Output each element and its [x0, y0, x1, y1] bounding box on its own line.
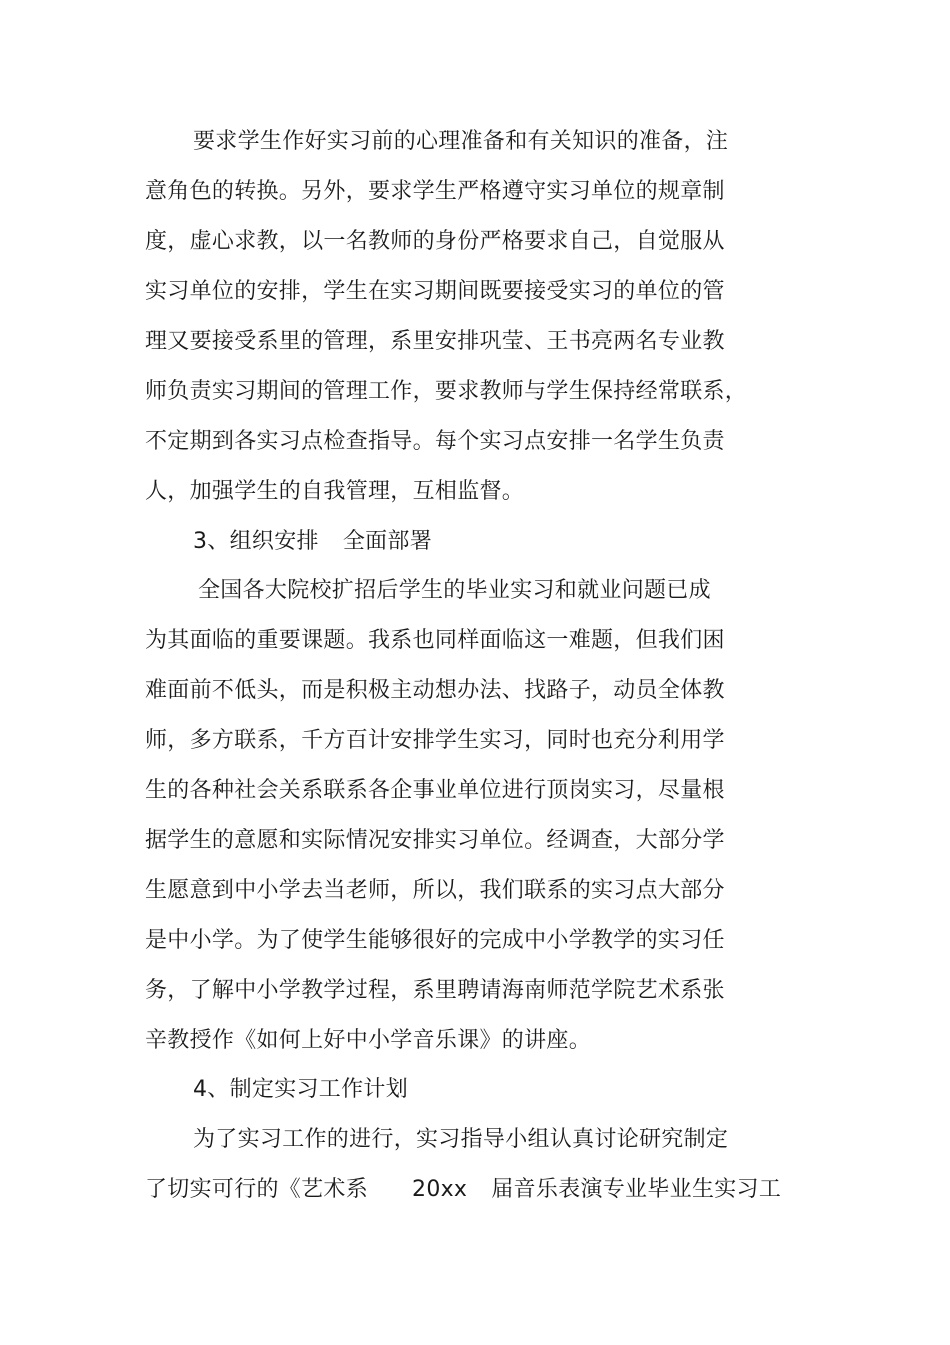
- paragraph-line: 务，了解中小学教学过程，系里聘请海南师范学院艺术系张: [145, 978, 725, 1003]
- paragraph-line: 生愿意到中小学去当老师，所以，我们联系的实习点大部分: [145, 878, 725, 903]
- paragraph-line-last: [145, 1177, 781, 1203]
- paragraph-line: 辛教授作《如何上好中小学音乐课》的讲座。: [145, 1028, 592, 1053]
- heading-number: 3、组织安排: [193, 529, 319, 554]
- paragraph-line: 难面前不低头，而是积极主动想办法、找路子，动员全体教: [145, 678, 725, 703]
- text-segment: 届音乐表演专业毕业生实习工: [491, 1177, 782, 1202]
- paragraph-line: 师负责实习期间的管理工作，要求教师与学生保持经常联系，: [145, 379, 748, 404]
- heading-text: 全面部署: [342, 529, 433, 554]
- paragraph-line: 全国各大院校扩招后学生的毕业实习和就业问题已成: [198, 578, 711, 603]
- paragraph-line: 为了实习工作的进行，实习指导小组认真讨论研究制定: [193, 1127, 729, 1152]
- paragraph-line: 理又要接受系里的管理，系里安排巩莹、王书亮两名专业教: [145, 329, 725, 354]
- paragraph-line: 是中小学。为了使学生能够很好的完成中小学教学的实习任: [145, 928, 725, 953]
- paragraph-line: 人，加强学生的自我管理，互相监督。: [145, 479, 525, 504]
- paragraph-line: 生的各种社会关系联系各企事业单位进行顶岗实习，尽量根: [145, 778, 725, 803]
- text-segment: 了切实可行的《艺术系: [145, 1177, 369, 1202]
- paragraph-line: 师，多方联系，千方百计安排学生实习，同时也充分利用学: [145, 728, 725, 753]
- paragraph-line: 意角色的转换。另外，要求学生严格遵守实习单位的规章制: [145, 179, 725, 204]
- paragraph-line: 度，虚心求教，以一名教师的身份严格要求自己，自觉服从: [145, 229, 725, 254]
- paragraph-line: 要求学生作好实习前的心理准备和有关知识的准备，注: [193, 129, 729, 154]
- paragraph-line: 实习单位的安排，学生在实习期间既要接受实习的单位的管: [145, 279, 725, 304]
- section-heading-3: [193, 529, 432, 555]
- paragraph-line: 不定期到各实习点检查指导。每个实习点安排一名学生负责: [145, 429, 725, 454]
- section-heading-4: 4、制定实习工作计划: [193, 1077, 408, 1102]
- year-segment: 20xx: [412, 1177, 468, 1202]
- paragraph-line: 据学生的意愿和实际情况安排实习单位。经调查，大部分学: [145, 828, 725, 853]
- paragraph-line: 为其面临的重要课题。我系也同样面临这一难题，但我们困: [145, 628, 725, 653]
